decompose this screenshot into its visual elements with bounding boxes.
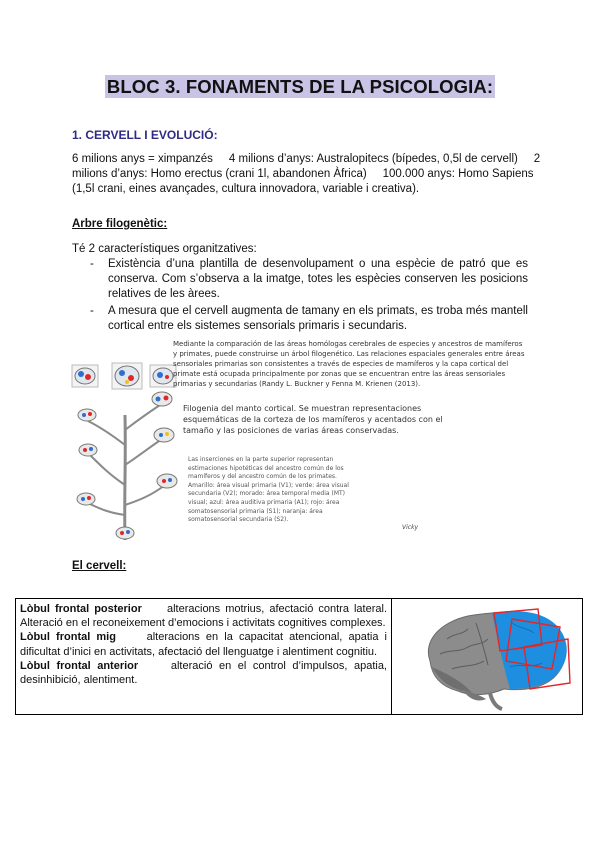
figure-signature: Vicky (402, 524, 419, 531)
bullet-text: A mesura que el cervell augmenta de tamany en els primats, es troba més mantell cortical entre els sistemes sensorials primaris i secundaris. (108, 305, 528, 332)
frontal-lobe-descriptions (16, 599, 392, 714)
evolution-paragraph (72, 152, 541, 197)
figure-caption-title: Filogenia del manto cortical. Se muestran representaciones esquemáticas de la corteza de los mamíferos y acentados con el tamaño y las posiciones de varias áreas conservadas. (183, 404, 443, 435)
row-term: Lòbul frontal posterior (20, 603, 142, 615)
table-row (20, 602, 387, 630)
figure-caption-intro: Mediante la comparación de las áreas homólogas cerebrales de especies y ancestros de mamíferos y primates, puede construirse un árbol filogenético. Las relaciones espaciales generales entre áreas sensoriales primarias son consistentes a través de especies de mamíferos y la capa cortical del primate está ocupada principalmente por zonas que se encuentran entre las áreas sensoriales primarias y secundarias (Randy L. Buckner y Fenna M. Krienen (2013). (173, 340, 525, 388)
evolution-line-2: milions d’anys: Homo erectus (crani 1l, abandonen Àfrica) 100.000 anys: Homo Sapiens (72, 168, 534, 180)
row-term: Lòbul frontal anterior (20, 659, 139, 672)
list-item: - Existència d’una plantilla de desenvolupament o una espècie de patró que es conserva. Com s’observa a la imatge, totes les espècies conserven les posicions relatives de les àrees. (90, 258, 528, 300)
table-row (20, 659, 387, 687)
brain-image-cell (392, 599, 582, 714)
phylogenetic-tree-illustration (70, 335, 180, 545)
row-desc: alteracions en la capacitat atencional, apatia i dificultat d’inici en activitats, afectació del llenguatge i alentiment cognitiu. (20, 631, 388, 658)
table-row (20, 630, 387, 658)
page-title-wrap (0, 76, 600, 98)
bullet-text: Existència d’una plantilla de desenvolupament o una espècie de patró que es conserva. Com s’observa a la imatge, totes les espècies conserven les posicions relatives de les àrees. (108, 258, 528, 300)
evolution-line-3: (1,5l crani, eines avançades, cultura innovadora, variable i creativa). (72, 183, 420, 195)
cervell-heading: El cervell: (72, 560, 127, 572)
phylogenetic-tree-figure (70, 335, 530, 545)
row-term: Lòbul frontal mig (20, 631, 116, 644)
arbre-heading: Arbre filogenètic: (72, 218, 168, 230)
frontal-lobe-brain-illustration (392, 599, 582, 714)
figure-caption-legend: Las inserciones en la parte superior representan estimaciones hipotéticas del ancestro común de los mamíferos y del ancestro común de los primates. Amarillo: área visual primaria (V1); verde: área visual secundaria (V2); morado: área temporal media (MT) visual; azul: área auditiva primaria (A1); rojo: área somatosensorial primaria (S1); naranja: área somatosensorial secundaria (S2). (188, 456, 349, 524)
frontal-lobe-table (15, 598, 583, 715)
row-desc: alteració en el control d’impulsos, apatia, desinhibició, alentiment. (20, 659, 387, 687)
row-desc: alteracions motrius, afectació contra lateral. Alteració en el reconeixement d’emocions i activitats cognitives complexes. (20, 603, 387, 630)
evolution-line-1: 6 milions anys = ximpanzés 4 milions d’anys: Australopitecs (bípedes, 0,5l de cervell) 2 (72, 153, 541, 165)
section-heading-cervell-evolucio: 1. CERVELL I EVOLUCIÓ: (72, 128, 218, 142)
arbre-bullet-list (72, 257, 528, 336)
page-title: BLOC 3. FONAMENTS DE LA PSICOLOGIA: (106, 76, 494, 97)
list-item: - A mesura que el cervell augmenta de tamany en els primats, es troba més mantell cortical entre els sistemes sensorials primaris i secundaris. (90, 305, 528, 332)
arbre-intro: Té 2 característiques organitzatives: (72, 243, 257, 255)
